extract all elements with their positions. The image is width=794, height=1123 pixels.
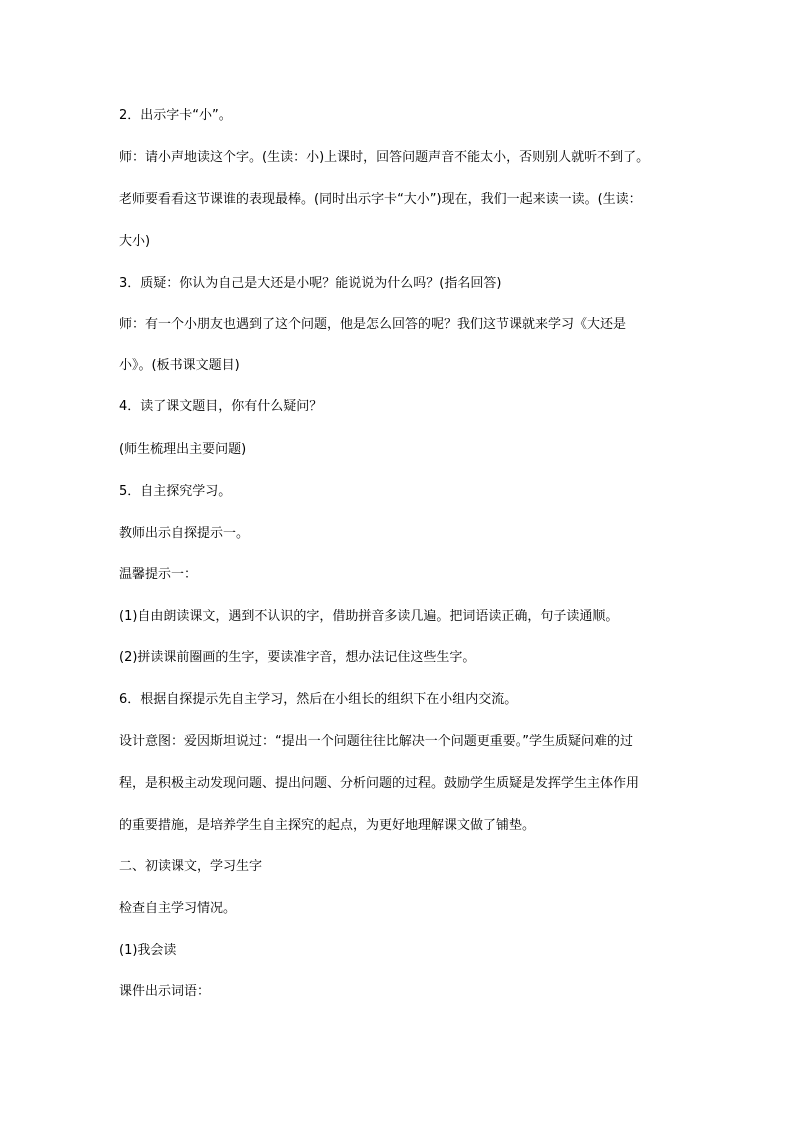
paragraph-line: 教师出示自探提示一。: [119, 526, 250, 541]
paragraph-line: 老师要看看这节课谁的表现最棒。(同时出示字卡“大小”)现在，我们一起来读一读。(生读：: [119, 192, 642, 207]
paragraph-line: 4．读了课文题目，你有什么疑问？: [119, 399, 323, 414]
paragraph-line: 大小): [119, 234, 151, 249]
paragraph-line: 课件出示词语：: [119, 984, 211, 999]
paragraph-line: (师生梳理出主要问题): [119, 442, 247, 457]
paragraph-line: 检查自主学习情况。: [119, 901, 237, 916]
paragraph-line: 师：有一个小朋友也遇到了这个问题，他是怎么回答的呢？我们这节课就来学习《大还是: [119, 317, 627, 332]
paragraph-line: (1)我会读: [119, 943, 177, 958]
paragraph-line: (1)自由朗读课文，遇到不认识的字，借助拼音多读几遍。把词语读正确，句子读通顺。: [119, 609, 619, 624]
paragraph-line: 小》。(板书课文题目): [119, 358, 240, 373]
paragraph-line: 2．出示字卡“小”。: [119, 108, 232, 123]
paragraph-line: 3．质疑：你认为自己是大还是小呢？能说说为什么吗？(指名回答): [119, 276, 502, 291]
paragraph-line: 师：请小声地读这个字。(生读：小)上课时，回答问题声音不能太小，否则别人就听不到了。: [119, 150, 650, 165]
paragraph-line: 5．自主探究学习。: [119, 484, 232, 499]
paragraph-line: (2)拼读课前圈画的生字，要读准字音，想办法记住这些生字。: [119, 650, 476, 665]
paragraph-line: 程，是积极主动发现问题、提出问题、分析问题的过程。鼓励学生质疑是发挥学生主体作用: [119, 776, 640, 791]
section-heading: 二、初读课文，学习生字: [119, 859, 263, 874]
paragraph-line: 的重要措施，是培养学生自主探究的起点，为更好地理解课文做了铺垫。: [119, 818, 536, 833]
paragraph-line: 设计意图：爱因斯坦说过：“提出一个问题往往比解决一个问题更重要。”学生质疑问难的过: [119, 734, 633, 749]
paragraph-line: 6．根据自探提示先自主学习，然后在小组长的组织下在小组内交流。: [119, 692, 518, 707]
paragraph-line: 温馨提示一：: [119, 567, 198, 582]
